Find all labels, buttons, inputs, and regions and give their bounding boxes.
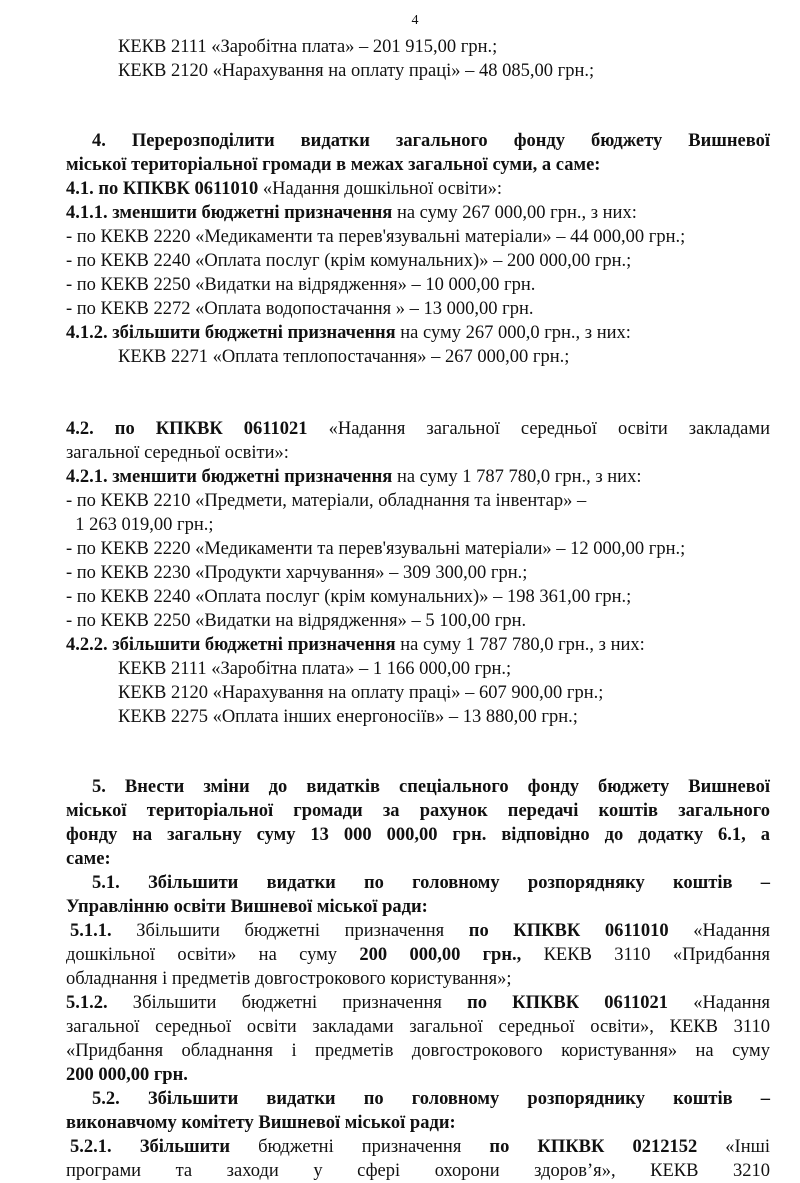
- section-5-heading-cont: міської територіальної громади за рахунок передачі коштів загального: [66, 801, 770, 821]
- list-item: КЕКВ 2275 «Оплата інших енергоносіїв» – 13 880,00 грн.;: [118, 707, 578, 727]
- section-5-heading-cont: саме:: [66, 849, 111, 869]
- section-4-heading-cont: міської територіальної громади в межах загальної суми, а саме:: [66, 155, 601, 175]
- kekv-line: КЕКВ 2111 «Заробітна плата» – 201 915,00 грн.;: [118, 37, 498, 57]
- item-5-1-1-cont: обладнання і предметів довгострокового користування»;: [66, 969, 512, 989]
- item-5-2-heading: 5.2. Збільшити видатки по головному розпоряднику коштів –: [92, 1089, 770, 1109]
- item-4-2-1-title: 4.2.1. зменшити бюджетні призначення на суму 1 787 780,0 грн., з них:: [66, 467, 642, 487]
- item-5-2-1-cont: програми та заходи у сфері охорони здоров’я», КЕКВ 3210: [66, 1161, 770, 1181]
- list-item: КЕКВ 2120 «Нарахування на оплату праці» – 607 900,00 грн.;: [118, 683, 604, 703]
- item-4-1-title: 4.1. по КПКВК 0611010 «Надання дошкільної освіти»:: [66, 179, 503, 199]
- item-5-1-2: 5.1.2. Збільшити бюджетні призначення по КПКВК 0611021 «Надання: [66, 993, 770, 1013]
- item-5-2-1: 5.2.1. Збільшити бюджетні призначення по КПКВК 0212152 «Інші: [70, 1137, 770, 1157]
- list-item: - по КЕКВ 2250 «Видатки на відрядження» – 10 000,00 грн.: [66, 275, 536, 295]
- item-5-1-2-cont: 200 000,00 грн.: [66, 1065, 188, 1085]
- item-5-2-heading-cont: виконавчому комітету Вишневої міської ради:: [66, 1113, 456, 1133]
- kekv-line: КЕКВ 2120 «Нарахування на оплату праці» – 48 085,00 грн.;: [118, 61, 595, 81]
- item-5-1-2-cont: «Придбання обладнання і предметів довгострокового користування» на суму: [66, 1041, 770, 1061]
- list-item: - по КЕКВ 2220 «Медикаменти та перев'язувальні матеріали» – 12 000,00 грн.;: [66, 539, 686, 559]
- list-item: - по КЕКВ 2230 «Продукти харчування» – 309 300,00 грн.;: [66, 563, 528, 583]
- item-4-2-title-cont: загальної середньої освіти»:: [66, 443, 289, 463]
- item-5-1-heading: 5.1. Збільшити видатки по головному розпорядняку коштів –: [92, 873, 770, 893]
- item-5-1-1-cont: дошкільної освіти» на суму 200 000,00 грн., КЕКВ 3110 «Придбання: [66, 945, 770, 965]
- item-4-1-2-title: 4.1.2. збільшити бюджетні призначення на суму 267 000,0 грн., з них:: [66, 323, 631, 343]
- list-item: - по КЕКВ 2240 «Оплата послуг (крім комунальних)» – 200 000,00 грн.;: [66, 251, 632, 271]
- item-4-2-title: 4.2. по КПКВК 0611021 «Надання загальної середньої освіти закладами: [66, 419, 770, 439]
- list-item: - по КЕКВ 2240 «Оплата послуг (крім комунальних)» – 198 361,00 грн.;: [66, 587, 632, 607]
- list-item-cont: 1 263 019,00 грн.;: [66, 515, 214, 535]
- item-5-1-heading-cont: Управлінню освіти Вишневої міської ради:: [66, 897, 428, 917]
- item-4-1-1-title: 4.1.1. зменшити бюджетні призначення на суму 267 000,00 грн., з них:: [66, 203, 637, 223]
- list-item: - по КЕКВ 2272 «Оплата водопостачання » – 13 000,00 грн.: [66, 299, 534, 319]
- item-5-1-2-cont: загальної середньої освіти закладами загальної середньої освіти», КЕКВ 3110: [66, 1017, 770, 1037]
- section-4-heading: 4. Перерозподілити видатки загального фонду бюджету Вишневої: [92, 131, 770, 151]
- list-item: - по КЕКВ 2210 «Предмети, матеріали, обладнання та інвентар» –: [66, 491, 587, 511]
- item-4-2-2-title: 4.2.2. збільшити бюджетні призначення на суму 1 787 780,0 грн., з них:: [66, 635, 645, 655]
- page-number: 4: [411, 13, 419, 28]
- section-5-heading: 5. Внести зміни до видатків спеціального фонду бюджету Вишневої: [92, 777, 770, 797]
- section-5-heading-cont: фонду на загальну суму 13 000 000,00 грн. відповідно до додатку 6.1, а: [66, 825, 770, 845]
- list-item: КЕКВ 2111 «Заробітна плата» – 1 166 000,00 грн.;: [118, 659, 512, 679]
- item-5-1-1: 5.1.1. Збільшити бюджетні призначення по КПКВК 0611010 «Надання: [70, 921, 770, 941]
- list-item: - по КЕКВ 2250 «Видатки на відрядження» – 5 100,00 грн.: [66, 611, 527, 631]
- list-item: КЕКВ 2271 «Оплата теплопостачання» – 267 000,00 грн.;: [118, 347, 570, 367]
- list-item: - по КЕКВ 2220 «Медикаменти та перев'язувальні матеріали» – 44 000,00 грн.;: [66, 227, 686, 247]
